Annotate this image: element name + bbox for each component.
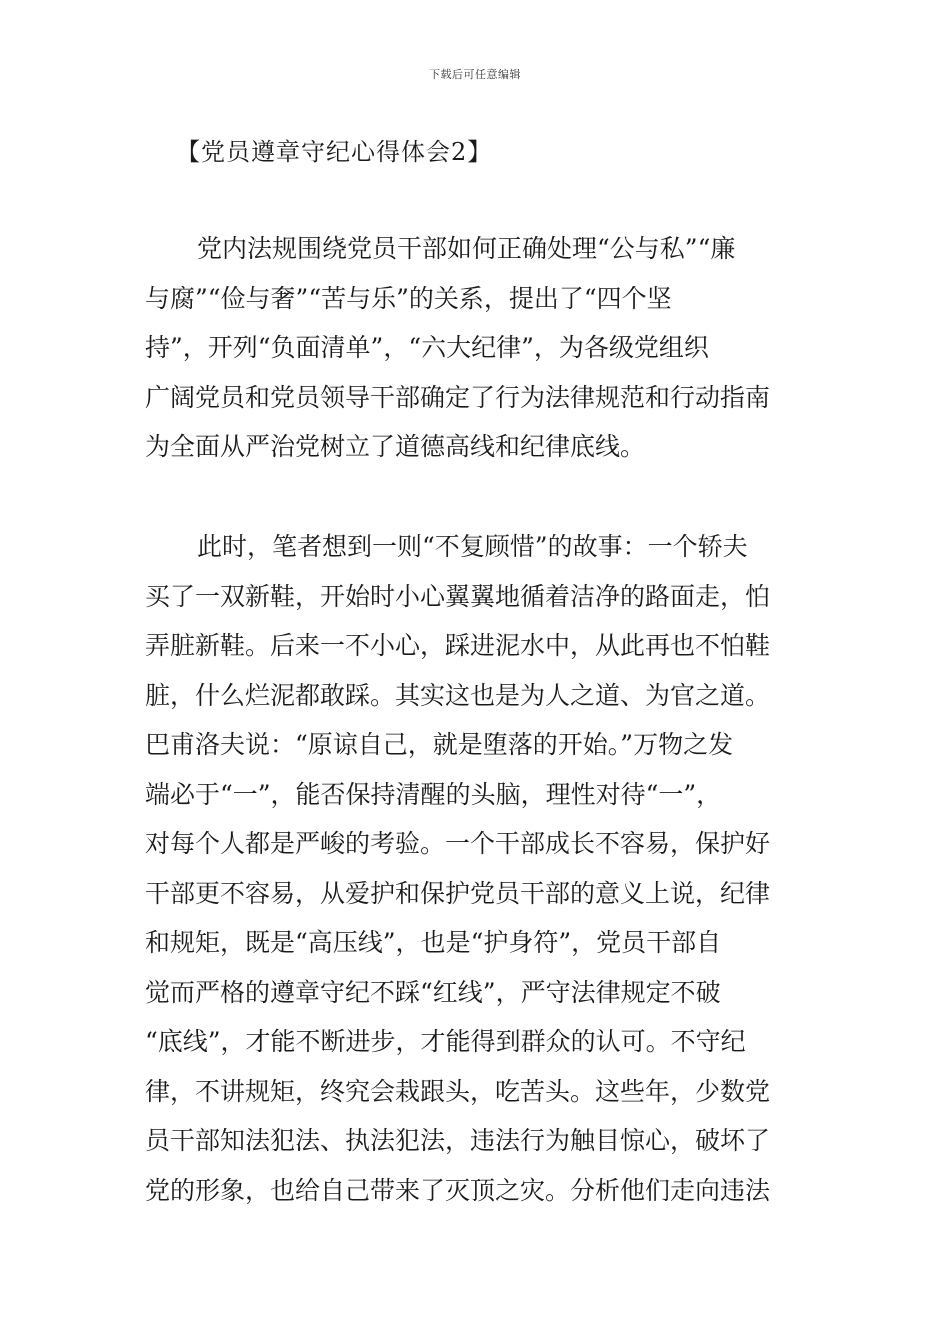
paragraph-line: 广阔党员和党员领导干部确定了行为法律规范和行动指南 xyxy=(145,382,771,412)
paragraph-line: 律，不讲规矩，终究会栽跟头，吃苦头。这些年，少数党 xyxy=(145,1076,771,1106)
paragraph-line: 与腐”“俭与奢”“苦与乐”的关系，提出了“四个坚 xyxy=(145,283,672,313)
paragraph-line: 此时，笔者想到一则“不复顾惜”的故事：一个轿夫 xyxy=(197,532,748,561)
paragraph-line: “底线”，才能不断进步，才能得到群众的认可。不守纪 xyxy=(145,1027,746,1056)
paragraph-line: 巴甫洛夫说：“原谅自己，就是堕落的开始。”万物之发 xyxy=(145,730,734,759)
paragraph-line: 脏，什么烂泥都敢踩。其实这也是为人之道、为官之道。 xyxy=(145,680,771,710)
paragraph-line: 弄脏新鞋。后来一不小心，踩进泥水中，从此再也不怕鞋 xyxy=(145,631,771,660)
paragraph-line: 和规矩，既是“高压线”，也是“护身符”，党员干部自 xyxy=(145,928,722,957)
document-title: 【党员遵章守纪心得体会2】 xyxy=(176,138,493,166)
paragraph-line: 觉而严格的遵章守纪不踩“红线”，严守法律规定不破 xyxy=(145,977,721,1007)
paragraph-line: 党内法规围绕党员干部如何正确处理“公与私”“廉 xyxy=(197,234,736,263)
paragraph-line: 党的形象，也给自己带来了灭顶之灾。分析他们走向违法 xyxy=(145,1175,771,1205)
paragraph-line: 为全面从严治党树立了道德高线和纪律底线。 xyxy=(145,432,646,461)
paragraph-line: 端必于“一”，能否保持清醒的头脑，理性对待“一”， xyxy=(145,779,722,809)
paragraph-line: 员干部知法犯法、执法犯法，违法行为触目惊心，破坏了 xyxy=(145,1126,771,1155)
paragraph-1 xyxy=(145,224,815,472)
paragraph-line: 持”，开列“负面清单”，“六大纪律”，为各级党组织 xyxy=(145,333,709,362)
paragraph-line: 对每个人都是严峻的考验。一个干部成长不容易，保护好 xyxy=(145,829,771,858)
page-header: 下载后可任意编辑 xyxy=(429,68,521,81)
paragraph-line: 干部更不容易，从爱护和保护党员干部的意义上说，纪律 xyxy=(145,878,771,908)
paragraph-line: 买了一双新鞋，开始时小心翼翼地循着洁净的路面走，怕 xyxy=(145,581,771,611)
paragraph-2 xyxy=(145,522,815,1215)
